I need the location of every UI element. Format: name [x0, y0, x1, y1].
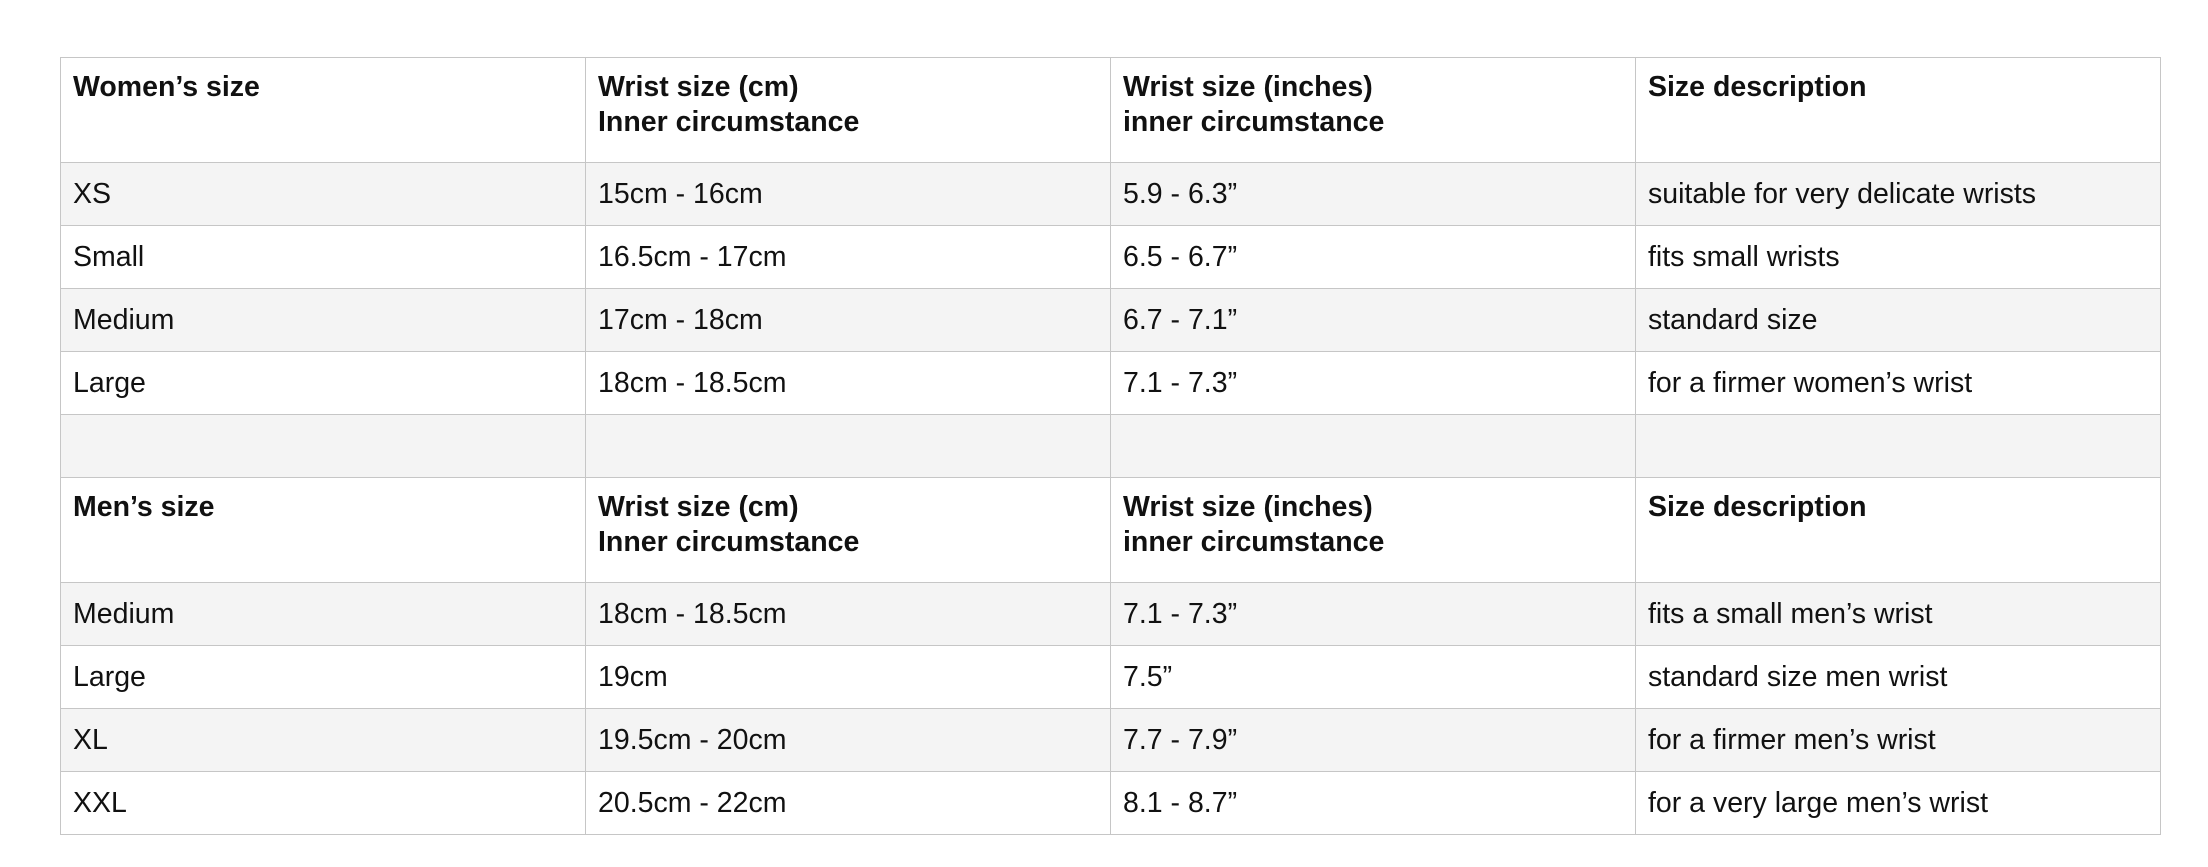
header-cell-inches [1111, 58, 1636, 163]
size-cell: Medium [61, 289, 586, 352]
header-sublabel: inner circumstance [1123, 106, 1385, 138]
header-label: Wrist size (cm) [598, 491, 799, 523]
inches-cell: 8.1 - 8.7” [1111, 772, 1636, 835]
header-cell-description [1636, 478, 2161, 583]
inches-cell: 7.7 - 7.9” [1111, 709, 1636, 772]
cm-cell: 19cm [586, 646, 1111, 709]
description-cell: for a firmer women’s wrist [1636, 352, 2161, 415]
inches-cell: 7.1 - 7.3” [1111, 583, 1636, 646]
size-cell: XXL [61, 772, 586, 835]
header-cell-description [1636, 58, 2161, 163]
cm-cell: 18cm - 18.5cm [586, 583, 1111, 646]
table-row [61, 289, 2161, 352]
table-row [61, 709, 2161, 772]
header-cell-inches [1111, 478, 1636, 583]
header-sublabel: Inner circumstance [598, 106, 860, 138]
empty-cell [1111, 415, 1636, 478]
header-sublabel: Inner circumstance [598, 526, 860, 558]
cm-cell: 15cm - 16cm [586, 163, 1111, 226]
header-cell-size [61, 478, 586, 583]
header-label: Wrist size (cm) [598, 71, 799, 103]
header-label: Women’s size [73, 71, 260, 103]
table-row [61, 226, 2161, 289]
inches-cell: 7.5” [1111, 646, 1636, 709]
cm-cell: 18cm - 18.5cm [586, 352, 1111, 415]
description-cell: standard size men wrist [1636, 646, 2161, 709]
men-header-row [61, 478, 2161, 583]
header-label: Size description [1648, 491, 1867, 523]
header-label: Size description [1648, 71, 1867, 103]
size-chart-table [60, 57, 2161, 835]
cm-cell: 20.5cm - 22cm [586, 772, 1111, 835]
table-row [61, 772, 2161, 835]
size-cell: XS [61, 163, 586, 226]
description-cell: standard size [1636, 289, 2161, 352]
description-cell: for a firmer men’s wrist [1636, 709, 2161, 772]
inches-cell: 5.9 - 6.3” [1111, 163, 1636, 226]
cm-cell: 17cm - 18cm [586, 289, 1111, 352]
inches-cell: 6.5 - 6.7” [1111, 226, 1636, 289]
description-cell: fits small wrists [1636, 226, 2161, 289]
empty-cell [61, 415, 586, 478]
women-header-row [61, 58, 2161, 163]
header-label: Wrist size (inches) [1123, 491, 1373, 523]
table-row [61, 583, 2161, 646]
header-sublabel: inner circumstance [1123, 526, 1385, 558]
table-row [61, 352, 2161, 415]
inches-cell: 6.7 - 7.1” [1111, 289, 1636, 352]
cm-cell: 19.5cm - 20cm [586, 709, 1111, 772]
table-row [61, 163, 2161, 226]
inches-cell: 7.1 - 7.3” [1111, 352, 1636, 415]
size-cell: Medium [61, 583, 586, 646]
header-label: Wrist size (inches) [1123, 71, 1373, 103]
size-cell: Large [61, 352, 586, 415]
spacer-row [61, 415, 2161, 478]
header-cell-cm [586, 478, 1111, 583]
table-row [61, 646, 2161, 709]
header-label: Men’s size [73, 491, 215, 523]
size-cell: Large [61, 646, 586, 709]
size-cell: XL [61, 709, 586, 772]
empty-cell [1636, 415, 2161, 478]
header-cell-cm [586, 58, 1111, 163]
description-cell: suitable for very delicate wrists [1636, 163, 2161, 226]
description-cell: for a very large men’s wrist [1636, 772, 2161, 835]
header-cell-size [61, 58, 586, 163]
empty-cell [586, 415, 1111, 478]
cm-cell: 16.5cm - 17cm [586, 226, 1111, 289]
size-cell: Small [61, 226, 586, 289]
description-cell: fits a small men’s wrist [1636, 583, 2161, 646]
